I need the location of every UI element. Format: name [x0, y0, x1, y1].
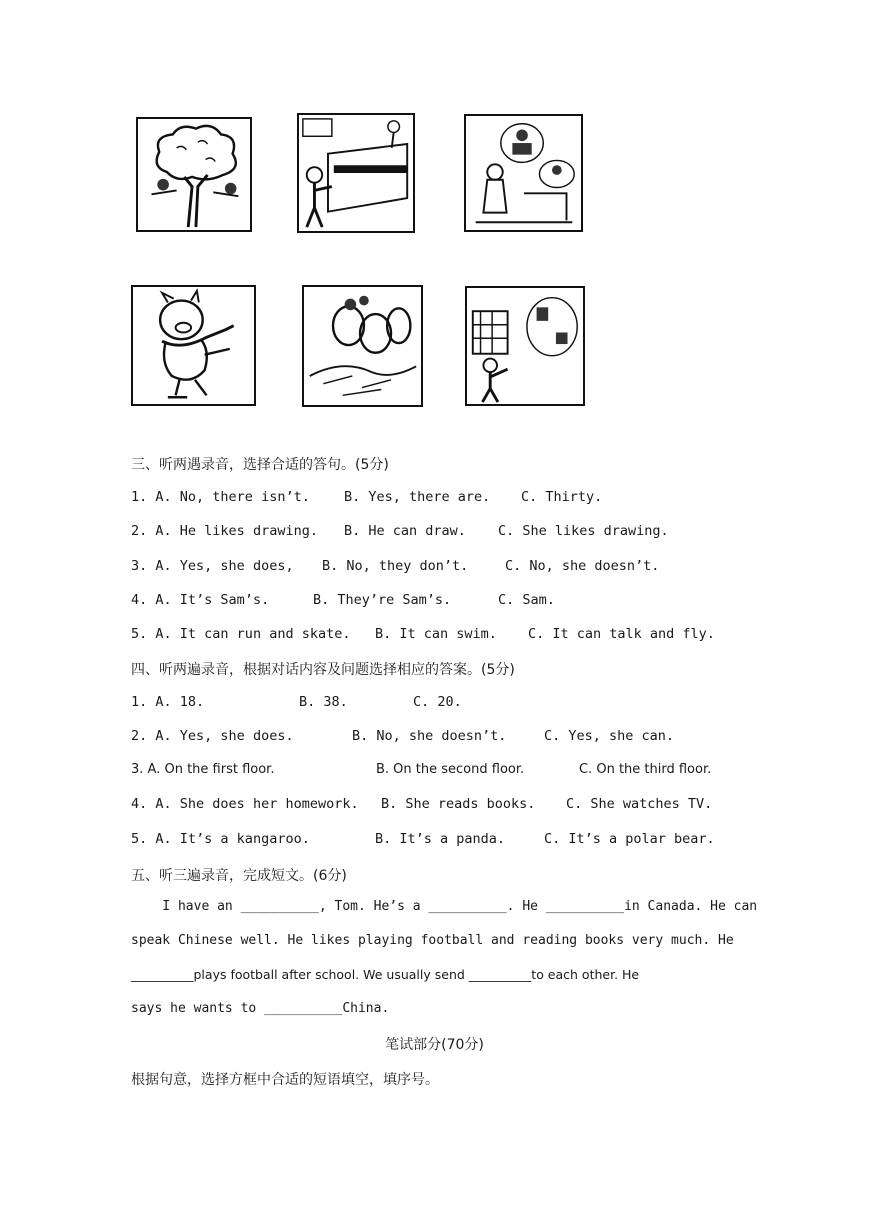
section4-question-5	[131, 831, 715, 847]
table-tennis-picture	[297, 113, 415, 233]
cloze-line-1: I have an __________, Tom. He’s a __________. He __________in Canada. He can	[131, 899, 758, 914]
option-a: A. It can run and skate.	[155, 626, 351, 642]
section3-question-3	[131, 558, 660, 574]
option-a: A. It’s Sam’s.	[155, 592, 270, 608]
section4-question-3	[131, 762, 712, 777]
option-b: B. They’re Sam’s.	[313, 592, 452, 608]
option-c: C. It can talk and fly.	[528, 626, 715, 642]
option-c: C. She likes drawing.	[498, 523, 669, 539]
question-number: 2.	[131, 523, 148, 539]
skating-pig-picture	[131, 285, 256, 406]
option-b: B. Yes, there are.	[344, 489, 491, 505]
cloze-line-3: __________plays football after school. We usually send __________to each other. He	[131, 967, 640, 982]
question-number: 1.	[131, 489, 148, 505]
option-c: C. 20.	[413, 694, 462, 710]
option-a: A. Yes, she does.	[155, 728, 294, 744]
section3-question-2	[131, 523, 669, 539]
question-number: 4.	[131, 796, 148, 812]
section3-question-1	[131, 489, 603, 505]
option-b: B. On the second floor.	[376, 762, 525, 777]
option-b: B. No, they don’t.	[322, 558, 469, 574]
question-number: 4.	[131, 592, 148, 608]
question-number: 5.	[131, 626, 148, 642]
option-a: A. He likes drawing.	[155, 523, 318, 539]
written-part-title: 笔试部分(70分)	[385, 1037, 484, 1053]
option-a: A. 18.	[155, 694, 205, 710]
section5-title: 五、听三遍录音，完成短文。(6分)	[131, 868, 347, 884]
section4-question-4	[131, 796, 713, 812]
option-a: A. She does her homework.	[155, 796, 359, 812]
section3-question-5	[131, 626, 715, 642]
option-c: C. It’s a polar bear.	[544, 831, 715, 847]
section4-title: 四、听两遍录音，根据对话内容及问题选择相应的答案。(5分)	[131, 662, 515, 678]
question-number: 3.	[131, 762, 144, 777]
cloze-line-4: says he wants to __________China.	[131, 1001, 390, 1016]
question-number: 1.	[131, 694, 148, 710]
option-c: C. On the third floor.	[579, 762, 712, 777]
option-a: A. Yes, she does,	[155, 558, 294, 574]
option-b: B. He can draw.	[344, 523, 466, 539]
boy-at-bookshelf-picture	[465, 286, 585, 406]
section4-question-2	[131, 728, 675, 744]
option-b: B. It can swim.	[375, 626, 497, 642]
animals-jumping-picture	[302, 285, 423, 407]
section4-question-1	[131, 694, 462, 710]
section3-question-4	[131, 592, 555, 608]
option-c: C. She watches TV.	[566, 796, 713, 812]
question-number: 3.	[131, 558, 148, 574]
family-thinking-picture	[464, 114, 583, 232]
question-number: 2.	[131, 728, 148, 744]
option-b: B. 38.	[299, 694, 348, 710]
option-b: B. No, she doesn’t.	[352, 728, 507, 744]
tree-with-birds-picture	[136, 117, 252, 232]
option-c: C. No, she doesn’t.	[505, 558, 660, 574]
option-c: C. Thirty.	[521, 489, 603, 505]
written-instruction: 根据句意，选择方框中合适的短语填空，填序号。	[131, 1072, 439, 1088]
option-a: A. It’s a kangaroo.	[155, 831, 310, 847]
option-b: B. It’s a panda.	[375, 831, 506, 847]
option-c: C. Sam.	[498, 592, 555, 608]
option-b: B. She reads books.	[381, 796, 536, 812]
question-number: 5.	[131, 831, 148, 847]
option-a: A. On the first floor.	[147, 762, 275, 777]
cloze-line-2: speak Chinese well. He likes playing football and reading books very much. He	[131, 933, 734, 948]
section3-title: 三、听两遇录音，选择合适的答句。(5分)	[131, 457, 389, 473]
option-a: A. No, there isn’t.	[155, 489, 310, 505]
option-c: C. Yes, she can.	[544, 728, 675, 744]
